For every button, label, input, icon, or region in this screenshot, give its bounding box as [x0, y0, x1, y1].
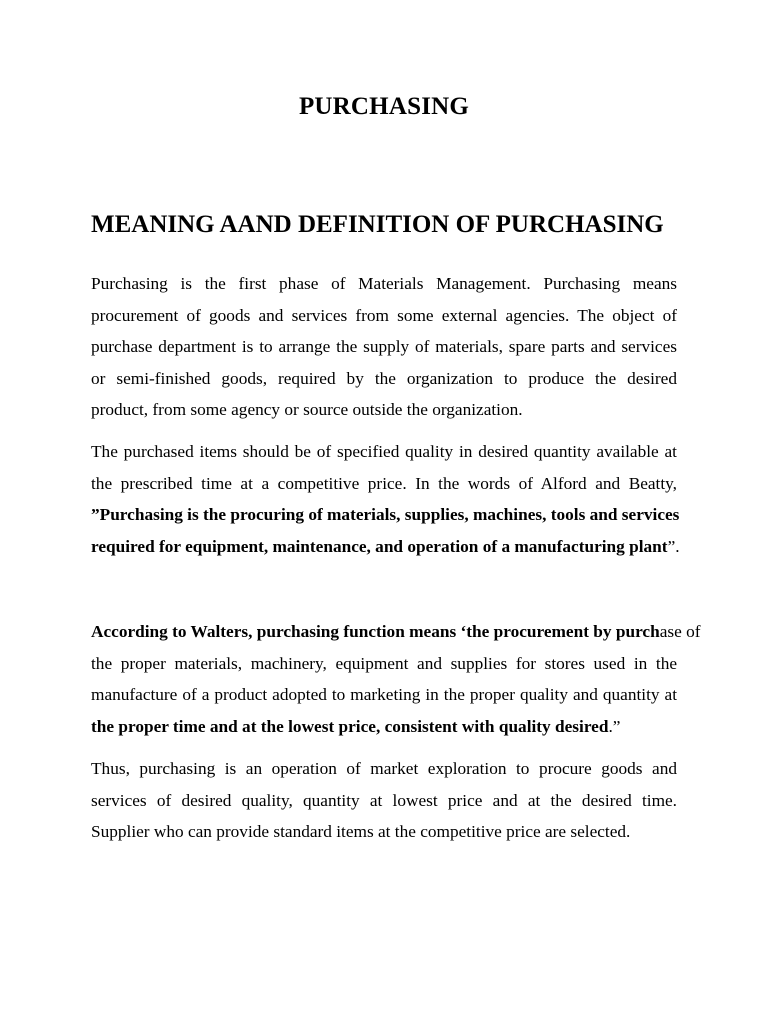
paragraph-line: The purchased items should be of specified quality in desired quantity available at: [91, 442, 677, 461]
paragraph-alford-beatty: [91, 436, 680, 562]
paragraph-line: services of desired quality, quantity at lowest price and at the desired time.: [91, 790, 677, 810]
paragraph-line: Supplier who can provide standard items at the competitive price are selected.: [91, 822, 631, 841]
paragraph-line: product, from some agency or source outside the organization.: [91, 400, 523, 419]
paragraph-walters: [91, 616, 701, 742]
walters-quote-start: According to Walters, purchasing function means ‘the procurement by purch: [91, 622, 660, 641]
quote-text: required for equipment, maintenance, and operation of a manufacturing plant: [91, 536, 668, 556]
paragraph-line: purchase department is to arrange the supply of materials, spare parts and services: [91, 337, 677, 356]
paragraph-line-mixed: [91, 711, 677, 743]
paragraph-line: Purchasing is the first phase of Materials Management. Purchasing means: [91, 274, 677, 293]
paragraph-definition: [91, 268, 677, 426]
section-heading: MEANING AAND DEFINITION OF PURCHASING: [91, 211, 664, 238]
paragraph-line: the proper materials, machinery, equipment and supplies for stores used in the: [91, 653, 677, 673]
walters-quote-end: the proper time and at the lowest price, consistent with quality desired: [91, 716, 609, 736]
quote-line: ”Purchasing is the procuring of materials, supplies, machines, tools and services: [91, 505, 680, 524]
paragraph-line: or semi-finished goods, required by the organization to produce the desired: [91, 368, 677, 388]
paragraph-line: procurement of goods and services from some external agencies. The object of: [91, 305, 677, 325]
page-title: PURCHASING: [298, 93, 470, 120]
quote-end: ”.: [667, 536, 680, 556]
walters-line-rest: ase of: [659, 622, 701, 641]
quote-line-last: [91, 531, 680, 563]
paragraph-line-mixed: [91, 616, 701, 648]
paragraph-summary: [91, 753, 677, 848]
paragraph-line: the prescribed time at a competitive price. In the words of Alford and Beatty,: [91, 473, 677, 493]
walters-quote-close: .”: [608, 716, 621, 736]
paragraph-line: manufacture of a product adopted to marketing in the proper quality and quantity at: [91, 685, 677, 704]
paragraph-line: Thus, purchasing is an operation of market exploration to procure goods and: [91, 759, 677, 778]
